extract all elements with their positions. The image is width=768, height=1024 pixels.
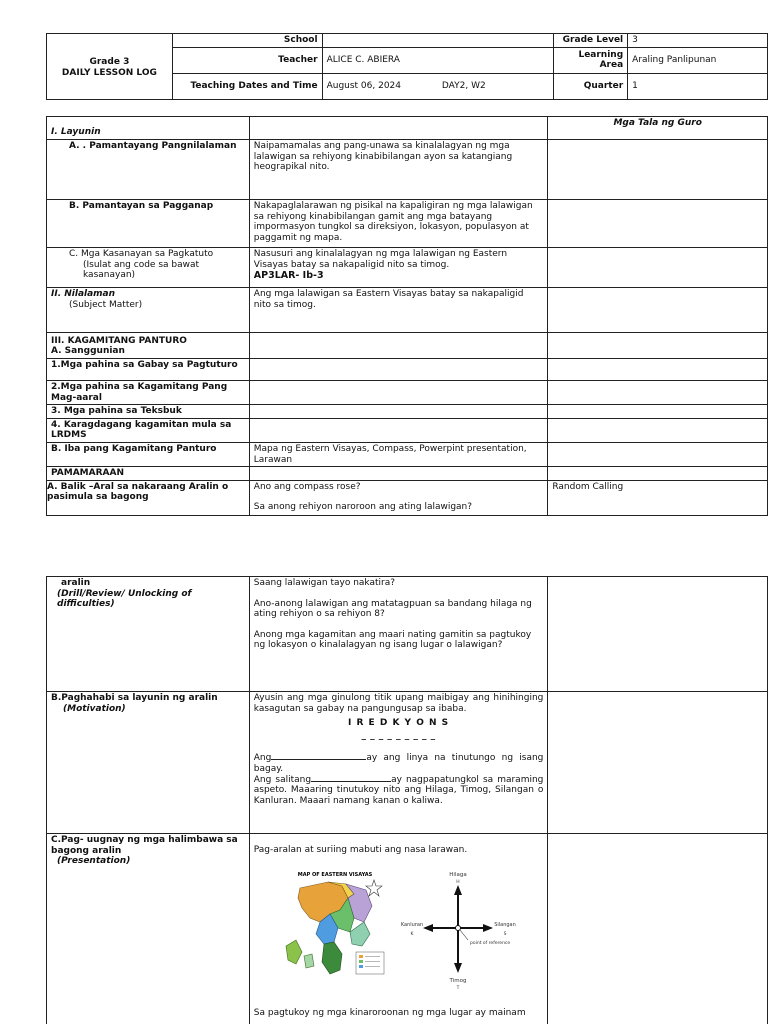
- balik-aral-q2: Sa anong rehiyon naroroon ang ating lalawigan?: [253, 502, 473, 513]
- presentation-instructions: Pag-aralan at suriing mabuti ang nasa larawan.: [253, 845, 468, 855]
- compass-east-label: Silangan: [493, 921, 516, 928]
- layunin-heading: I. Layunin: [47, 117, 250, 140]
- lesson-table-2: [46, 576, 768, 1024]
- balik-aral-label: A. Balik –Aral sa nakaraang Aralin o pasimula sa bagong: [47, 480, 250, 515]
- day-value: DAY2, W2: [441, 80, 486, 91]
- teacher-label: Teacher: [172, 47, 322, 73]
- kasanayan-label: C. Mga Kasanayan sa Pagkatuto: [69, 249, 214, 259]
- drill-q4: Ano-anong lalawigan ang matatagpuan sa bandang hilaga ng ating rehiyon o sa rehiyon 8?: [253, 598, 532, 620]
- kagamitan-cell: [47, 333, 250, 359]
- balik-aral-note: Random Calling: [548, 480, 768, 515]
- iba-pang-kagamitan-text: Mapa ng Eastern Visayas, Compass, Powerpint presentation, Larawan: [249, 443, 548, 467]
- drill-q5: Anong mga kagamitan ang maari nating gamitin sa pagtukoy ng lokasyon o kinalalagyan ng isang lugar o lalawigan?: [253, 629, 532, 651]
- sentence-1-start: Ang: [253, 753, 272, 764]
- pamantayan-pagganap-text: Nakapaglalarawan ng pisikal na kapaligiran ng mga lalawigan sa rehiyong kinabibilangan gamit ang mga batayang impormasyon tungkol sa direksiyon, lokasyon, populasyon at paggamit ng mapa.: [249, 200, 548, 248]
- pamamaraan-heading: PAMAMARAAN: [47, 467, 250, 481]
- nilalaman-text: Ang mga lalawigan sa Eastern Visayas batay sa nakapaligid nito sa timog.: [249, 288, 548, 333]
- presentation-label: C.Pag- uugnay ng mga halimbawa sa bagong aralin: [51, 835, 238, 856]
- compass-diagram: [400, 866, 520, 998]
- drill-cell: [47, 577, 250, 692]
- kasanayan-sub: (Isulat ang code sa bawat kasanayan): [83, 259, 200, 281]
- motivation-cell: [47, 692, 250, 834]
- lrdms-item: 4. Karagdagang kagamitan mula sa LRDMS: [47, 418, 250, 442]
- grade-level-label: Grade Level: [554, 34, 628, 48]
- scrambled-word: I R E D K Y O N S: [348, 718, 450, 729]
- pamantayang-pangnilalaman-text: Naipamamalas ang pang-unawa sa kinalalagyan ng mga lalawigan sa rehiyong kinabibilangan ayon sa katangiang heograpikal nito.: [249, 140, 548, 200]
- presentation-sub: (Presentation): [57, 856, 131, 867]
- school-value: [322, 34, 554, 48]
- presentation-cell: [47, 834, 250, 1024]
- sentence-2-start: Ang salitang: [253, 774, 312, 785]
- balik-aral-cell: [249, 480, 548, 515]
- sanggunian-heading: A. Sanggunian: [51, 346, 125, 357]
- learning-area-label: Learning Area: [554, 47, 628, 73]
- compass-reference-label: point of reference: [469, 940, 510, 946]
- grade-level-value: 3: [628, 34, 768, 48]
- lesson-log-header: [46, 33, 768, 100]
- log-title-line2: DAILY LESSON LOG: [61, 67, 157, 78]
- kasanayan-text: Nasusuri ang kinalalagyan ng mga lalawigan ng Eastern Visayas batay sa nakapaligid nito sa timog.: [253, 249, 508, 270]
- dates-cell: [322, 73, 554, 99]
- gabay-item: 1.Mga pahina sa Gabay sa Pagtuturo: [47, 359, 250, 381]
- sentence-1-blank: [271, 759, 366, 760]
- compass-north-label: Hilaga: [449, 871, 467, 878]
- pamantayan-pagganap-label: B. Pamantayan sa Pagganap: [47, 200, 250, 248]
- pamantayang-pangnilalaman-label: A. . Pamantayang Pangnilalaman: [47, 140, 250, 200]
- compass-east-letter: S: [503, 931, 507, 937]
- motivation-sub: (Motivation): [63, 703, 126, 714]
- kasanayan-code: AP3LAR- Ib-3: [253, 270, 324, 282]
- drill-questions: [249, 577, 548, 692]
- school-label: School: [172, 34, 322, 48]
- lesson-table-1: [46, 116, 768, 516]
- presentation-bottom-text: Sa pagtukoy ng mga kinaroroonan ng mga lugar ay mainam: [253, 1007, 526, 1018]
- learning-area-value: Araling Panlipunan: [628, 47, 768, 73]
- compass-north-letter: H: [456, 879, 460, 885]
- iba-pang-kagamitan-label: B. Iba pang Kagamitang Panturo: [47, 443, 250, 467]
- sentence-2-end: ay nagpapatungkol sa maraming aspeto. Maaaring tinutukoy nito ang Hilaga, Timog, Silangan o Kanluran. Maaari namang kanan o kaliwa.: [253, 774, 544, 806]
- balik-aral-q1: Ano ang compass rose?: [253, 481, 361, 492]
- compass-west-letter: K: [410, 931, 414, 937]
- dates-value: August 06, 2024: [326, 80, 402, 91]
- quarter-value: 1: [628, 73, 768, 99]
- sentence-1: [254, 753, 544, 774]
- compass-south-letter: T: [456, 985, 460, 991]
- drill-q3: Saang lalawigan tayo nakatira?: [253, 578, 396, 588]
- kasanayan-label-cell: [47, 248, 250, 288]
- teksbuk-item: 3. Mga pahina sa Teksbuk: [47, 405, 250, 419]
- dates-label: Teaching Dates and Time: [172, 73, 322, 99]
- presentation-content: [249, 834, 548, 1024]
- eastern-visayas-map: [282, 870, 388, 982]
- teacher-value: ALICE C. ABIERA: [322, 47, 554, 73]
- compass-south-label: Timog: [449, 977, 467, 984]
- drill-label: (Drill/Review/ Unlocking of difficulties): [57, 588, 192, 610]
- kagamitang-item: 2.Mga pahina sa Kagamitang Pang Mag-aaral: [47, 381, 250, 405]
- nilalaman-heading: II. Nilalaman: [51, 289, 116, 299]
- motivation-content: [249, 692, 548, 834]
- nilalaman-cell: [47, 288, 250, 333]
- sentence-2: [254, 775, 544, 807]
- map-title: MAP OF EASTERN VISAYAS: [297, 871, 373, 878]
- log-title: [47, 34, 173, 100]
- log-title-line1: Grade 3: [89, 57, 130, 68]
- figures: [254, 866, 544, 1004]
- compass-west-label: Kanluran: [400, 921, 423, 928]
- sentence-2-blank: [311, 781, 391, 782]
- answer-blanks: _ _ _ _ _ _ _ _ _: [361, 730, 436, 741]
- kasanayan-cell: [249, 248, 548, 288]
- aralin-label: aralin: [61, 578, 91, 588]
- sentence-1-end: ay ang linya na tinutungo ng isang bagay.: [253, 753, 544, 775]
- notes-header: Mga Tala ng Guro: [548, 117, 768, 140]
- quarter-label: Quarter: [554, 73, 628, 99]
- motivation-label: B.Paghahabi sa layunin ng aralin: [51, 693, 218, 703]
- kagamitan-heading: III. KAGAMITANG PANTURO: [51, 335, 187, 346]
- motivation-instructions: Ayusin ang mga ginulong titik upang maibigay ang hinihinging kasagutan sa gabay na pangungusap sa ibaba.: [253, 693, 544, 714]
- nilalaman-sub: (Subject Matter): [69, 299, 143, 310]
